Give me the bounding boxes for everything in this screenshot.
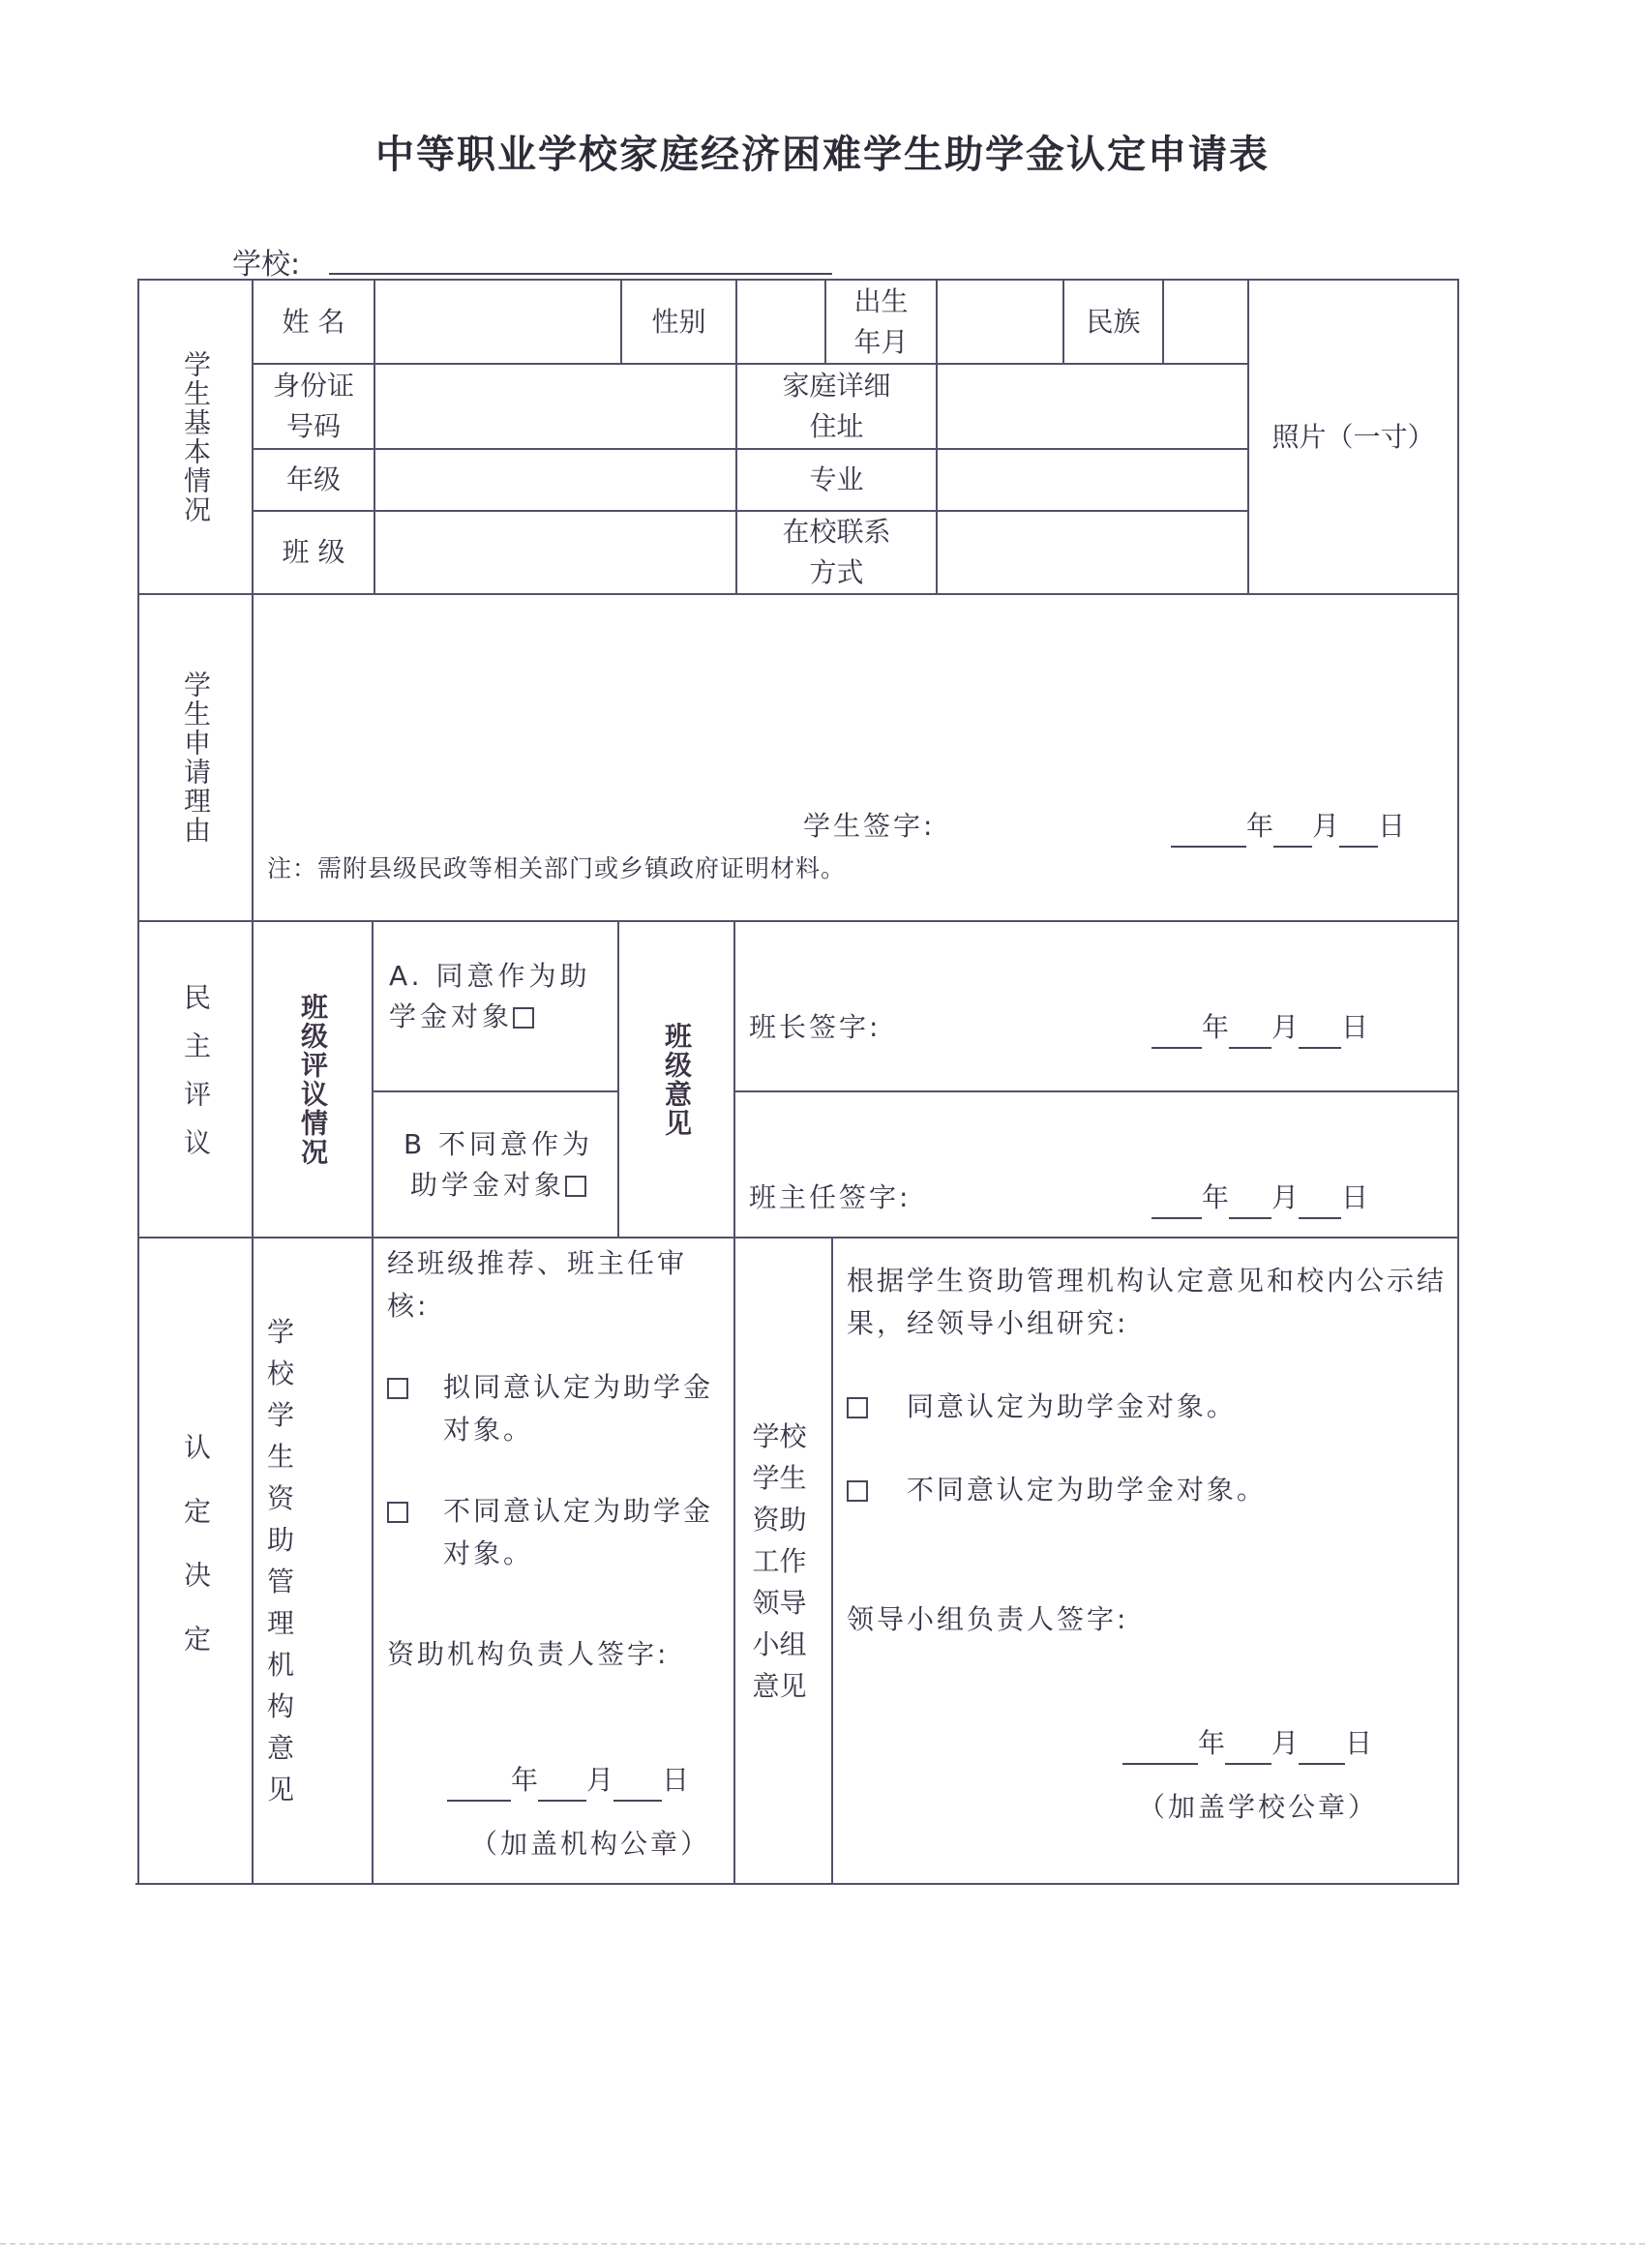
school-field[interactable] bbox=[329, 273, 832, 275]
student-signature-date[interactable] bbox=[1171, 805, 1405, 848]
contact-field[interactable] bbox=[938, 512, 1247, 593]
class-field[interactable] bbox=[375, 512, 735, 593]
leader-signature-date[interactable] bbox=[1122, 1722, 1372, 1765]
option-b-checkbox[interactable] bbox=[565, 1176, 586, 1197]
form-title: 中等职业学校家庭经济困难学生助学金认定申请表 bbox=[375, 133, 1270, 177]
agency-agree-checkbox[interactable] bbox=[387, 1378, 408, 1399]
section-basic-header-cell bbox=[139, 281, 252, 593]
section-democratic-header-cell bbox=[139, 922, 252, 1237]
leader-option-agree-label: 同意认定为助学金对象。 bbox=[906, 1390, 1237, 1422]
class-review-header-cell bbox=[254, 922, 372, 1237]
school-label: 学校: bbox=[232, 248, 301, 282]
agency-disagree-checkbox[interactable] bbox=[387, 1502, 408, 1523]
scan-edge bbox=[0, 2243, 1645, 2245]
option-a-label: A. 同意作为助学金对象 bbox=[389, 960, 591, 1032]
agency-signature-label[interactable]: 资助机构负责人签字: bbox=[387, 1638, 670, 1670]
agency-option-disagree-label: 不同意认定为助学金对象。 bbox=[443, 1495, 714, 1569]
class-review-header: 班级评议情况 bbox=[297, 992, 329, 1167]
section-reason-header: 学生申请理由 bbox=[180, 671, 212, 845]
year-label: 年 bbox=[1202, 1011, 1230, 1043]
section-reason-header-cell bbox=[139, 595, 252, 920]
id-field[interactable] bbox=[375, 365, 735, 448]
grade-field[interactable] bbox=[375, 450, 735, 510]
col-divider bbox=[831, 1237, 833, 1884]
gender-field[interactable] bbox=[737, 281, 824, 363]
agency-option-disagree[interactable] bbox=[387, 1490, 408, 1533]
month-label: 月 bbox=[1271, 1011, 1300, 1043]
month-label: 月 bbox=[1271, 1181, 1300, 1213]
year-label: 年 bbox=[1246, 810, 1274, 842]
id-label: 身份证号码 bbox=[272, 370, 354, 442]
gender-label: 性别 bbox=[651, 305, 706, 338]
section-basic-header: 学生基本情况 bbox=[180, 349, 212, 524]
agency-header: 学校学生资助管理机构意见 bbox=[267, 1316, 324, 1805]
teacher-signature-date[interactable] bbox=[1152, 1177, 1368, 1219]
reason-textarea[interactable] bbox=[254, 595, 1457, 803]
option-b-label: B 不同意作为助学金对象 bbox=[403, 1127, 594, 1201]
leader-header: 学校学生资助工作领导小组意见 bbox=[752, 1419, 807, 1702]
year-label: 年 bbox=[1198, 1727, 1226, 1759]
table-right-border bbox=[1457, 279, 1459, 1884]
student-signature-label[interactable]: 学生签字: bbox=[803, 810, 936, 842]
day-label: 日 bbox=[1378, 810, 1406, 842]
option-a-checkbox[interactable] bbox=[513, 1007, 534, 1029]
leader-signature-label[interactable]: 领导小组负责人签字: bbox=[847, 1603, 1129, 1635]
day-label: 日 bbox=[662, 1764, 690, 1796]
address-field[interactable] bbox=[938, 365, 1247, 448]
agency-intro: 经班级推荐、班主任审核: bbox=[387, 1247, 688, 1322]
leader-seal-note: （加盖学校公章） bbox=[1138, 1791, 1379, 1823]
agency-option-agree[interactable] bbox=[387, 1366, 408, 1409]
month-label: 月 bbox=[586, 1764, 614, 1796]
month-label: 月 bbox=[1271, 1727, 1300, 1759]
leader-agree-checkbox[interactable] bbox=[847, 1397, 868, 1418]
ethnicity-label: 民族 bbox=[1086, 305, 1141, 338]
year-label: 年 bbox=[1202, 1181, 1230, 1213]
leader-disagree-checkbox[interactable] bbox=[847, 1480, 868, 1502]
name-field[interactable] bbox=[375, 281, 620, 363]
leader-option-disagree[interactable] bbox=[847, 1469, 1267, 1511]
monitor-signature-label[interactable]: 班长签字: bbox=[749, 1011, 882, 1043]
ethnicity-field[interactable] bbox=[1164, 281, 1247, 363]
major-label: 专业 bbox=[809, 463, 864, 495]
leader-header-cell bbox=[735, 1238, 831, 1883]
class-opinion-header: 班级意见 bbox=[661, 1021, 693, 1138]
row-divider bbox=[733, 1090, 1459, 1092]
day-label: 日 bbox=[1341, 1011, 1369, 1043]
photo-label: 照片（一寸） bbox=[1271, 420, 1435, 453]
section-democratic-header: 民主评议 bbox=[180, 982, 212, 1177]
photo-box bbox=[1249, 281, 1457, 593]
class-opinion-header-cell bbox=[619, 922, 733, 1237]
leader-intro: 根据学生资助管理机构认定意见和校内公示结果，经领导小组研究: bbox=[847, 1265, 1448, 1339]
name-label: 姓 名 bbox=[282, 305, 345, 338]
month-label: 月 bbox=[1312, 810, 1340, 842]
option-b[interactable] bbox=[374, 1092, 617, 1237]
agency-signature-date[interactable] bbox=[447, 1759, 689, 1802]
year-label: 年 bbox=[511, 1764, 539, 1796]
leader-option-disagree-label: 不同意认定为助学金对象。 bbox=[906, 1474, 1267, 1506]
reason-note: 注：需附县级民政等相关部门或乡镇政府证明材料。 bbox=[267, 854, 847, 882]
day-label: 日 bbox=[1341, 1181, 1369, 1213]
table-bottom-border bbox=[135, 1883, 1459, 1885]
agency-option-agree-label: 拟同意认定为助学金对象。 bbox=[443, 1371, 714, 1446]
contact-label: 在校联系方式 bbox=[782, 516, 891, 588]
section-decision-header: 认定决定 bbox=[180, 1433, 212, 1688]
leader-option-agree[interactable] bbox=[847, 1386, 1237, 1428]
class-label: 班 级 bbox=[282, 536, 345, 568]
agency-seal-note: （加盖机构公章） bbox=[470, 1828, 711, 1860]
grade-label: 年级 bbox=[285, 463, 341, 495]
address-label: 家庭详细住址 bbox=[782, 370, 891, 442]
agency-header-cell bbox=[254, 1238, 372, 1883]
teacher-signature-label[interactable]: 班主任签字: bbox=[749, 1181, 912, 1213]
monitor-signature-date[interactable] bbox=[1152, 1006, 1368, 1049]
major-field[interactable] bbox=[938, 450, 1247, 510]
option-a[interactable] bbox=[374, 922, 617, 1090]
day-label: 日 bbox=[1345, 1727, 1373, 1759]
section-decision-header-cell bbox=[139, 1238, 252, 1883]
birth-field[interactable] bbox=[938, 281, 1062, 363]
birth-label: 出生年月 bbox=[853, 284, 909, 358]
